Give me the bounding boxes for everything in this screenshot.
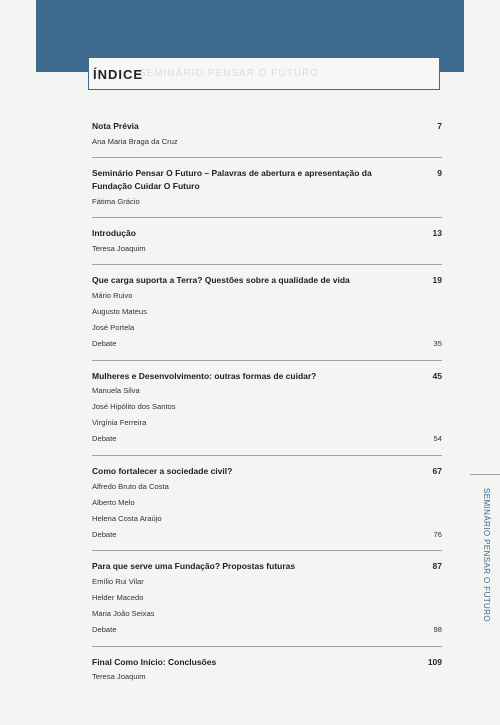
toc-entry — [92, 528, 442, 543]
page-title: ÍNDICE — [93, 67, 144, 82]
toc-entry — [92, 670, 442, 685]
toc-entry — [92, 496, 442, 511]
entry-text: Helder Macedo — [92, 593, 144, 602]
title-box — [88, 58, 440, 90]
entry-text: Mário Ruivo — [92, 290, 133, 300]
section-title: Introdução — [92, 228, 136, 239]
entry-page-number: 35 — [433, 339, 442, 349]
entry-text: José Portela — [92, 322, 135, 332]
toc-section — [92, 274, 442, 287]
section-title: Seminário Pensar O Futuro – Palavras de abertura e apresentação da Fundação Cuidar O Futuro — [92, 168, 372, 192]
section-divider — [92, 455, 442, 456]
toc-entry — [92, 242, 442, 257]
section-divider — [92, 217, 442, 218]
toc-entry — [92, 305, 442, 320]
section-page-number: 67 — [432, 466, 442, 477]
section-page-number: 45 — [432, 370, 442, 381]
toc-section — [92, 227, 442, 240]
entry-text: Alfredo Bruto da Costa — [92, 481, 169, 491]
toc-entry — [92, 591, 442, 606]
side-label: SEMINÁRIO PENSAR O FUTURO — [482, 488, 491, 623]
toc-entry — [92, 400, 442, 415]
toc-section — [92, 120, 442, 133]
toc-section — [92, 167, 442, 193]
entry-text: Virgínia Ferreira — [92, 418, 147, 428]
section-page-number: 87 — [432, 561, 442, 572]
title-ghost-text: SEMINÁRIO PENSAR O FUTURO — [139, 68, 320, 79]
toc-entry — [92, 575, 442, 590]
entry-page-number: 54 — [433, 434, 442, 444]
toc-entry — [92, 432, 442, 447]
section-page-number: 9 — [437, 168, 442, 179]
entry-text: Debate — [92, 339, 117, 349]
toc-entry — [92, 321, 442, 336]
entry-text: Manuela Silva — [92, 386, 140, 396]
section-title: Nota Prévia — [92, 121, 139, 131]
side-divider — [470, 474, 500, 475]
toc-section — [92, 370, 442, 383]
section-title: Que carga suporta a Terra? Questões sobre a qualidade de vida — [92, 275, 350, 286]
entry-text: Augusto Mateus — [92, 306, 147, 316]
entry-text: Ana Maria Braga da Cruz — [92, 136, 178, 146]
entry-text: Fátima Grácio — [92, 196, 140, 206]
entry-text: Maria João Seixas — [92, 609, 155, 619]
toc-entry — [92, 480, 442, 495]
toc-section — [92, 465, 442, 478]
toc-entry — [92, 623, 442, 638]
toc-section — [92, 560, 442, 573]
section-divider — [92, 360, 442, 361]
entry-text: Debate — [92, 434, 117, 444]
section-title: Como fortalecer a sociedade civil? — [92, 466, 233, 477]
section-page-number: 109 — [427, 656, 442, 667]
toc-entry — [92, 337, 442, 352]
section-divider — [92, 646, 442, 647]
toc-entry — [92, 289, 442, 304]
entry-page-number: 76 — [433, 529, 442, 539]
entry-text: Teresa Joaquim — [92, 672, 146, 682]
entry-text: Debate — [92, 529, 117, 539]
section-divider — [92, 157, 442, 158]
section-title: Para que serve uma Fundação? Propostas futuras — [92, 561, 296, 572]
toc-section — [92, 656, 442, 669]
entry-text: Helena Costa Araújo — [92, 513, 162, 523]
entry-text: Emílio Rui Vilar — [92, 576, 144, 586]
toc-entry — [92, 135, 442, 150]
toc-entry — [92, 607, 442, 622]
toc-entry — [92, 384, 442, 399]
section-page-number: 7 — [437, 121, 442, 131]
section-title: Mulheres e Desenvolvimento: outras formas de cuidar? — [92, 370, 317, 381]
section-page-number: 19 — [432, 275, 442, 286]
section-divider — [92, 264, 442, 265]
table-of-contents — [92, 120, 442, 685]
toc-entry — [92, 512, 442, 527]
entry-text: Alberto Melo — [92, 497, 135, 507]
entry-text: Debate — [92, 625, 117, 635]
toc-entry — [92, 416, 442, 431]
toc-entry — [92, 195, 442, 210]
entry-page-number: 98 — [433, 625, 442, 635]
entry-text: José Hipólito dos Santos — [92, 402, 176, 412]
section-page-number: 13 — [432, 228, 442, 239]
section-divider — [92, 550, 442, 551]
section-title: Final Como Início: Conclusões — [92, 656, 217, 667]
entry-text: Teresa Joaquim — [92, 243, 146, 253]
